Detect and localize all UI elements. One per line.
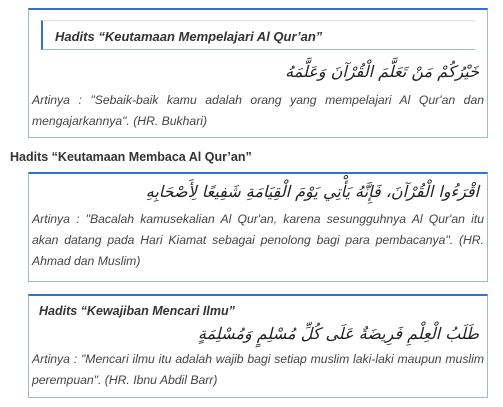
hadith-box-1 — [28, 8, 488, 138]
hadith-2-translation: Artinya : "Bacalah kamusekalian Al Qur'an, karena sesungguhnya Al Qur'an itu akan datang pada Hari Kiamat sebagai penolong bagi para pembacanya". (HR. Ahmad dan Muslim) — [32, 212, 484, 268]
hadith-3-translation: Artinya : "Mencari ilmu itu adalah wajib bagi setiap muslim laki-laki maupun muslim perempuan". (HR. Ibnu Abdil Barr) — [32, 352, 484, 387]
hadith-box-3 — [28, 294, 488, 398]
hadith-3-title: Hadits “Kewajiban Mencari Ilmu” — [39, 304, 235, 318]
hadith-box-2 — [28, 172, 488, 282]
hadith-2-title: Hadits “Keutamaan Membaca Al Qur’an” — [10, 150, 252, 164]
hadith-2-arabic: اقْرَءُوا الْقُرْآنَ، فَإِنَّهُ يَأْتِي يَوْمَ الْقِيَامَةِ شَفِيعًا لِأَصْحَابِهِ — [145, 182, 479, 201]
hadith-1-title: Hadits “Keutamaan Mempelajari Al Qur’an” — [41, 20, 475, 50]
hadith-3-arabic: طَلَبُ الْعِلْمِ فَرِيضَةٌ عَلَى كُلِّ مُسْلِمٍ وَمُسْلِمَةٍ — [197, 324, 479, 343]
hadith-1-arabic: خَيْرُكُمْ مَنْ تَعَلَّمَ الْقُرْآنَ وَعَلَّمَهُ — [285, 62, 479, 81]
hadith-1-translation: Artinya : "Sebaik-baik kamu adalah orang yang mempelajari Al Qur'an dan mengajarkannya". (HR. Bukhari) — [32, 93, 484, 128]
